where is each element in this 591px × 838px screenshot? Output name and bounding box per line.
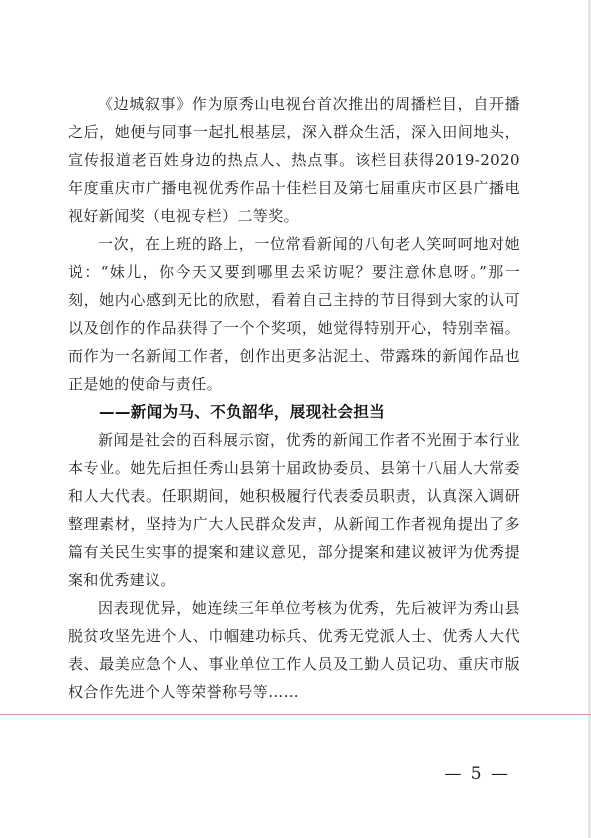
pink-divider-line [0, 714, 591, 715]
section-heading: ——新闻为马、不负韶华，展现社会担当 [99, 403, 386, 421]
paragraph-honors: 因表现优异，她连续三年单位考核为优秀，先后被评为秀山县脱贫攻坚先进个人、巾帼建功标兵、优秀无党派人士、优秀人大代表、最美应急个人、事业单位工作人员及工勤人员记功、重庆市版权合作先进个人等荣誉称号等…… [68, 599, 520, 701]
page-number: — 5 — [444, 764, 510, 784]
paragraph-political-roles: 新闻是社会的百科展示窗，优秀的新闻工作者不光囿于本行业本专业。她先后担任秀山县第十届政协委员、县第十八届人大常委和人大代表。任职期间，她积极履行代表委员职责，认真深入调研整理素材，坚持为广大人民群众发声，从新闻工作者视角提出了多篇有关民生实事的提案和建议意见，部分提案和建议被评为优秀提案和优秀建议。 [68, 431, 520, 589]
paragraph-program-awards: 《边城叙事》作为原秀山电视台首次推出的周播栏目，自开播之后，她便与同事一起扎根基层，深入群众生活，深入田间地头，宣传报道老百姓身边的热点人、热点事。该栏目获得2019-2020年度重庆市广播电视优秀作品十佳栏目及第七届重庆市区县广播电视好新闻奖（电视专栏）二等奖。 [68, 95, 520, 225]
page-content [68, 90, 520, 706]
paragraph-elderly-encounter: 一次，在上班的路上，一位常看新闻的八旬老人笑呵呵地对她说：“妹儿，你今天又要到哪里去采访呢？要注意休息呀。”那一刻，她内心感到无比的欣慰，看着自己主持的节目得到大家的认可以及创作的作品获得了一个个奖项，她觉得特别开心，特别幸福。而作为一名新闻工作者，创作出更多沾泥土、带露珠的新闻作品也正是她的使命与责任。 [68, 235, 520, 393]
